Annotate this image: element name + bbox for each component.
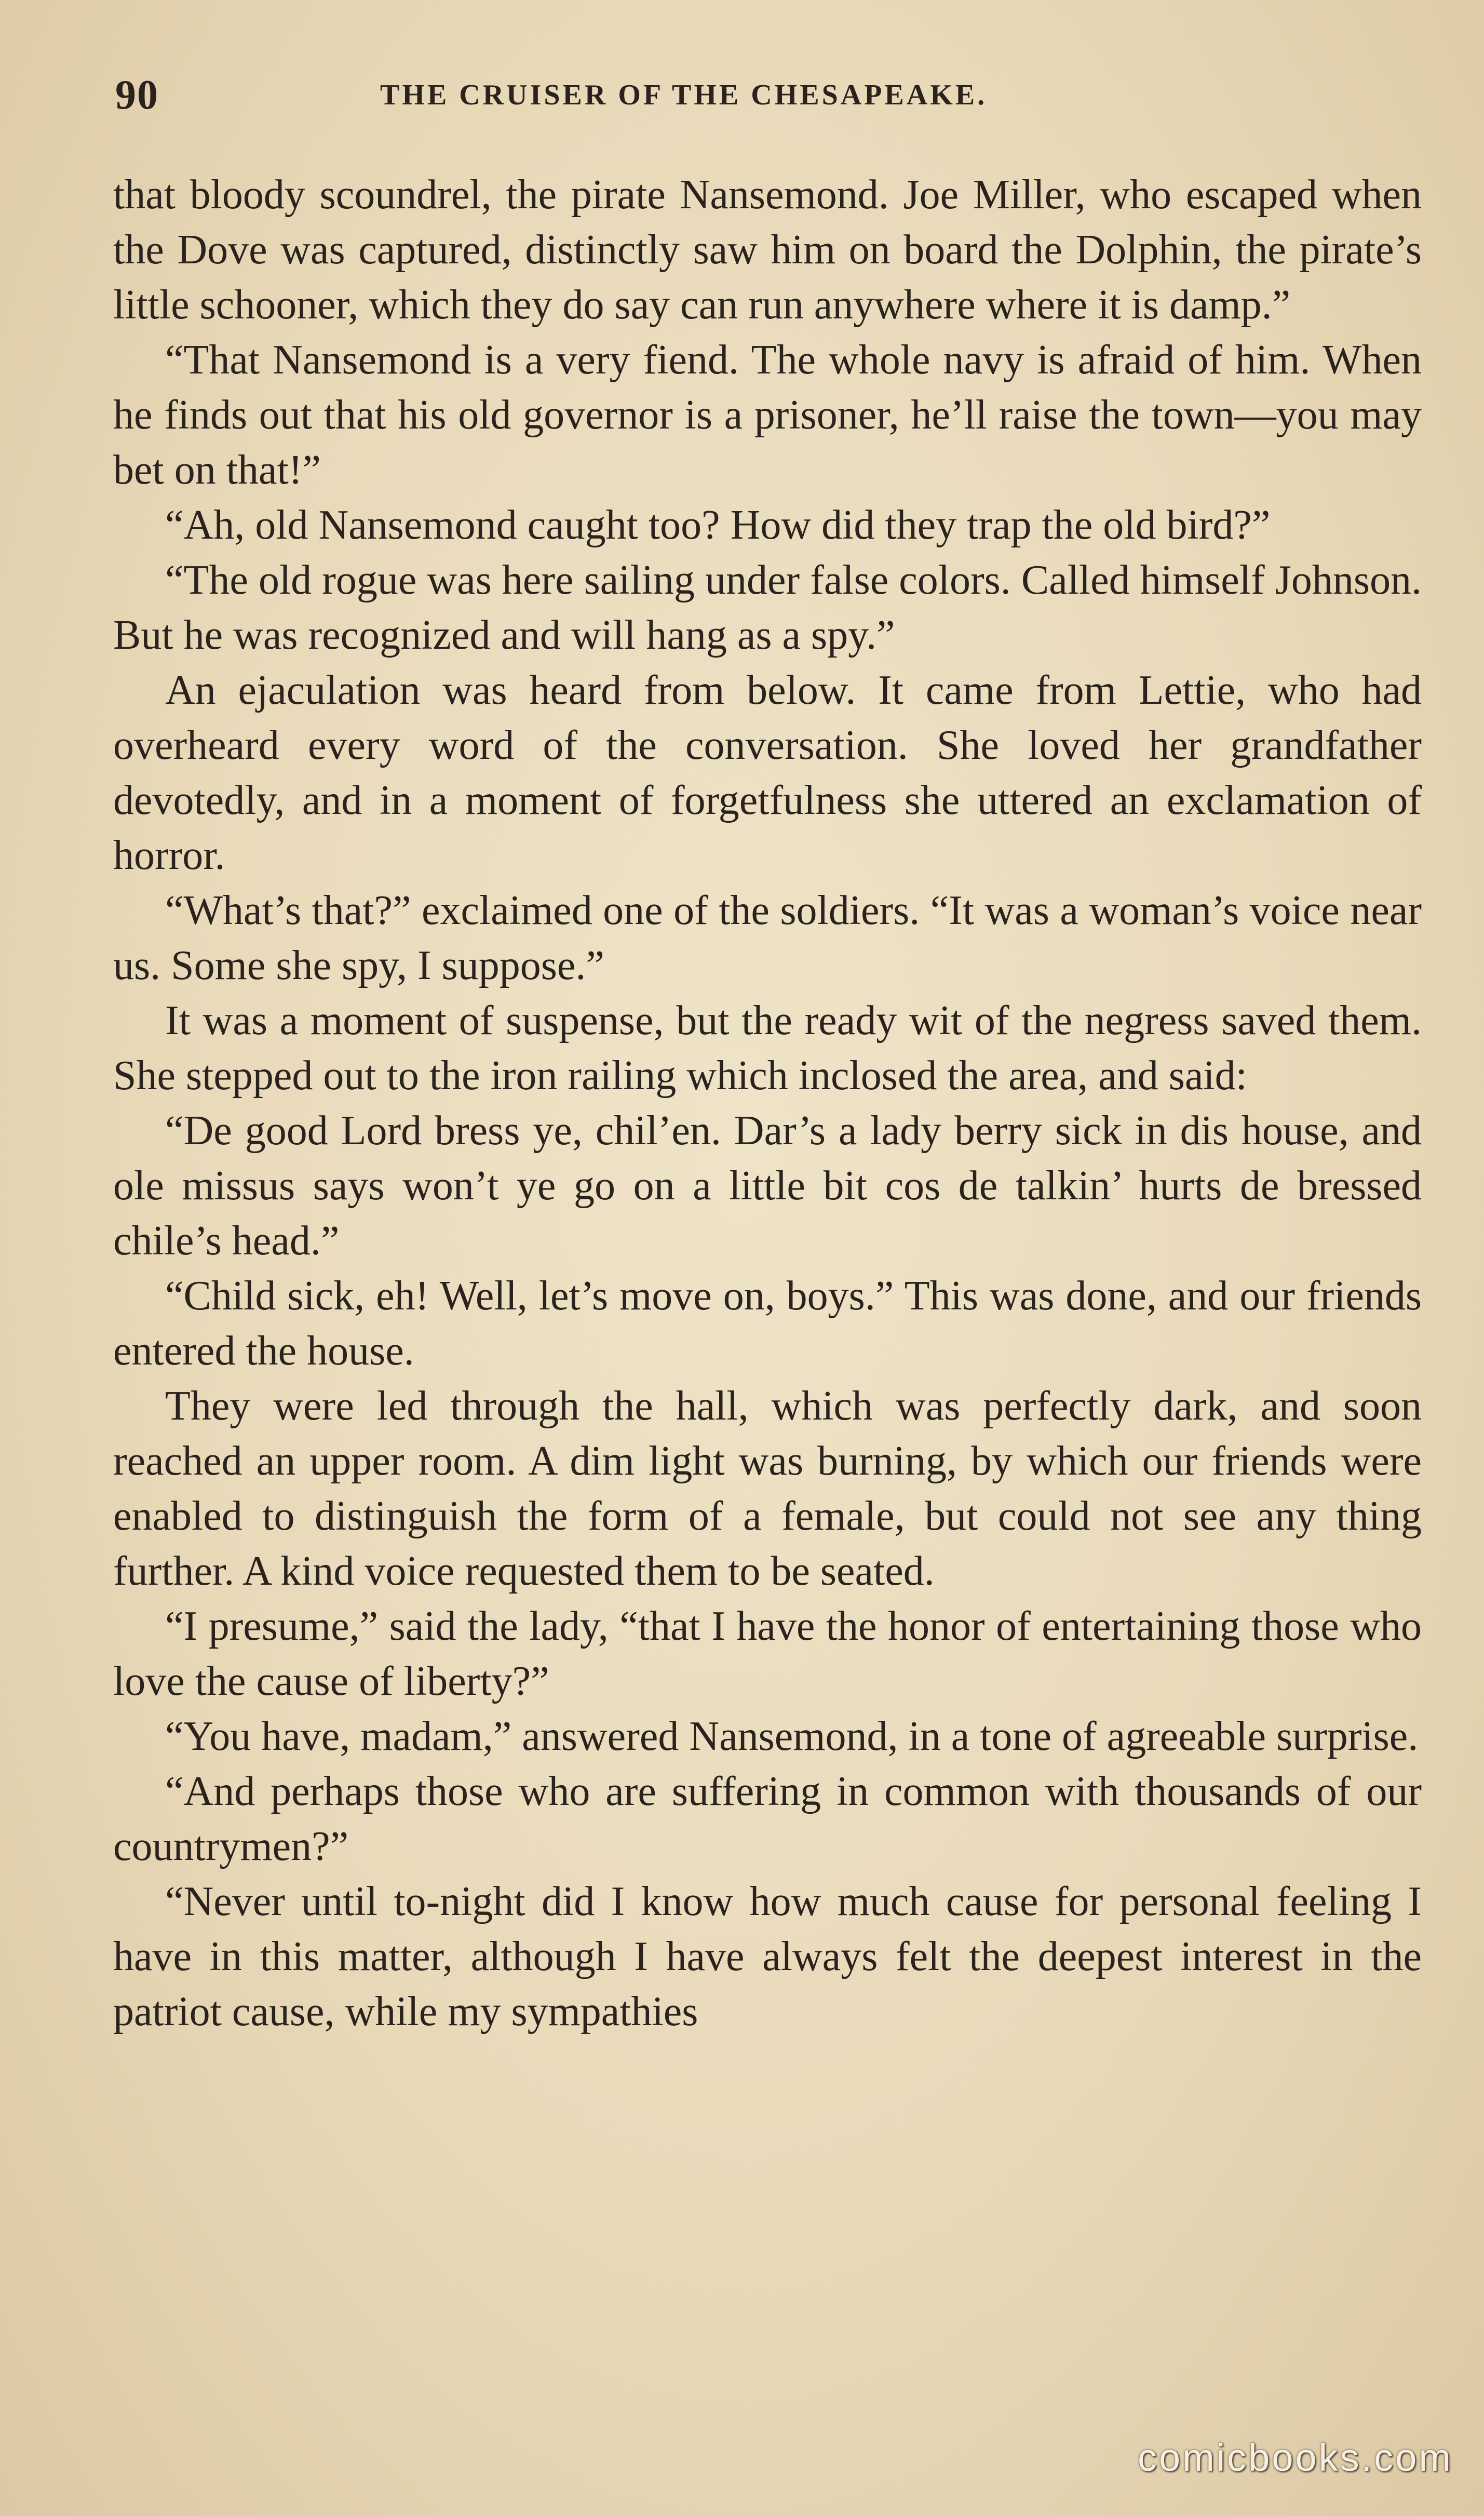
paragraph: “De good Lord bress ye, chil’en. Dar’s a lady berry sick in dis house, and ole missus says won’t ye go on a little bit cos de talkin’ hurts de bressed chile’s head.” bbox=[113, 1108, 1422, 1264]
paragraph: that bloody scoundrel, the pirate Nansemond. Joe Miller, who escaped when the Dove was captured, distinctly saw him on board the Dolphin, the pirate’s little schooner, which they do say can run anywhere where it is damp.” bbox=[113, 172, 1422, 328]
paragraph: They were led through the hall, which was perfectly dark, and soon reached an upper room. A dim light was burning, by which our friends were enabled to distinguish the form of a female, but could not see any thing further. A kind voice requested them to be seated. bbox=[113, 1383, 1422, 1594]
page-header bbox=[115, 66, 1434, 124]
paragraph: “Never until to-night did I know how much cause for personal feeling I have in this matter, although I have always felt the deepest interest in the patriot cause, while my sympathies bbox=[113, 1879, 1422, 2035]
paragraph: It was a moment of suspense, but the ready wit of the negress saved them. She stepped out to the iron railing which inclosed the area, and said: bbox=[113, 998, 1422, 1099]
paragraph: “The old rogue was here sailing under false colors. Called himself Johnson. But he was recognized and will hang as a spy.” bbox=[113, 557, 1422, 658]
paragraph: An ejaculation was heard from below. It came from Lettie, who had overheard every word of the conversation. She loved her grandfather devotedly, and in a moment of forgetfulness she uttered an exclamation of horror. bbox=[113, 667, 1422, 878]
paragraph: “You have, madam,” answered Nansemond, in a tone of agreeable surprise. bbox=[165, 1714, 1419, 1759]
running-head: THE CRUISER OF THE CHESAPEAKE. bbox=[380, 79, 988, 111]
paragraph: “And perhaps those who are suffering in common with thousands of our countrymen?” bbox=[113, 1769, 1422, 1869]
paragraph: “I presume,” said the lady, “that I have the honor of entertaining those who love the cause of liberty?” bbox=[113, 1603, 1422, 1704]
paragraph: “Child sick, eh! Well, let’s move on, boys.” This was done, and our friends entered the house. bbox=[113, 1273, 1422, 1374]
body-text bbox=[113, 167, 1422, 2039]
paragraph: “That Nansemond is a very fiend. The whole navy is afraid of him. When he finds out that his old governor is a prisoner, he’ll raise the town—you may bet on that!” bbox=[113, 337, 1422, 493]
paragraph: “Ah, old Nansemond caught too? How did they trap the old bird?” bbox=[165, 502, 1271, 548]
watermark: comicbooks.com bbox=[1137, 2436, 1453, 2479]
paragraph: “What’s that?” exclaimed one of the soldiers. “It was a woman’s voice near us. Some she spy, I suppose.” bbox=[113, 888, 1422, 988]
page-number: 90 bbox=[115, 72, 159, 118]
